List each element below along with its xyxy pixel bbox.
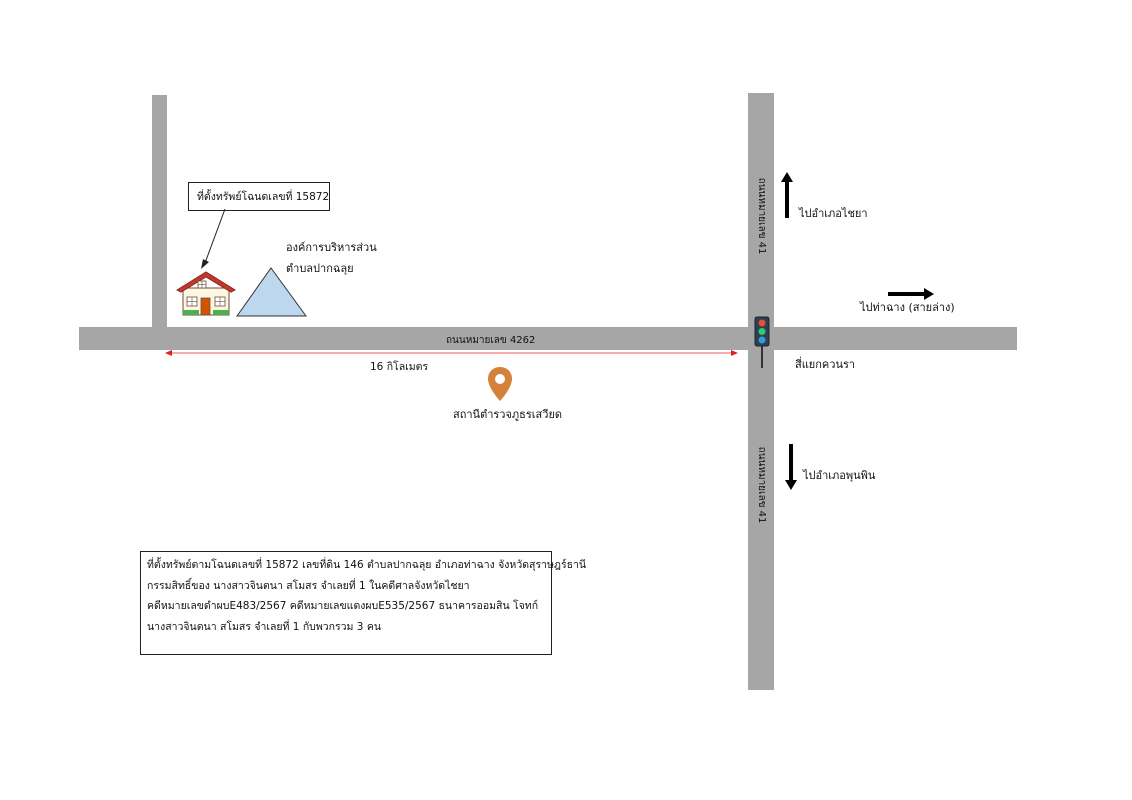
arrow-down-icon	[785, 444, 797, 490]
road-41-top-label: ถนนหมายเลข 41	[756, 177, 767, 255]
sao-label-line1: องค์การบริหารส่วน	[286, 241, 377, 254]
notice-line-3: คดีหมายเลขดำผบE483/2567 คดีหมายเลขแดงผบE535/2567 ธนาคารออมสิน โจทก์	[147, 600, 539, 612]
direction-north-label: ไปอำเภอไชยา	[799, 207, 868, 220]
police-station-label: สถานีตำรวจภูธรเสวียด	[453, 408, 563, 421]
notice-line-1: ที่ตั้งทรัพย์ตามโฉนดเลขที่ 15872 เลขที่ดิน 146 ตำบลปากฉลุย อำเภอท่าฉาง จังหวัดสุราษฎร์ธานี	[147, 559, 587, 571]
property-label: ที่ตั้งทรัพย์โฉนดเลขที่ 15872	[197, 191, 330, 203]
police-station-pin-icon	[487, 366, 513, 402]
road-4262-label: ถนนหมายเลข 4262	[446, 335, 536, 346]
distance-line	[164, 348, 739, 358]
road-41-bottom-label: ถนนหมายเลข 41	[756, 446, 767, 524]
direction-east-label: ไปท่าฉาง (สายล่าง)	[860, 301, 955, 314]
arrow-up-icon	[781, 172, 793, 218]
traffic-light-icon	[752, 316, 772, 370]
road-4262	[79, 327, 1017, 350]
property-notice-box	[140, 551, 587, 655]
junction-label: สี่แยกควนรา	[795, 358, 856, 371]
house-icon	[175, 270, 237, 318]
side-road-left	[152, 95, 167, 328]
arrow-right-icon	[888, 288, 934, 300]
property-pointer-arrow	[195, 205, 235, 275]
distance-label: 16 กิโลเมตร	[370, 361, 429, 373]
notice-line-2: กรรมสิทธิ์ของ นางสาวจินตนา สโมสร จำเลยที่ 1 ในคดีศาลจังหวัดไชยา	[147, 579, 470, 592]
sao-label-line2: ตำบลปากฉลุย	[286, 262, 354, 275]
direction-south-label: ไปอำเภอพุนพิน	[803, 469, 876, 482]
notice-line-4: นางสาวจินตนา สโมสร จำเลยที่ 1 กับพวกรวม 3 คน	[147, 620, 382, 633]
